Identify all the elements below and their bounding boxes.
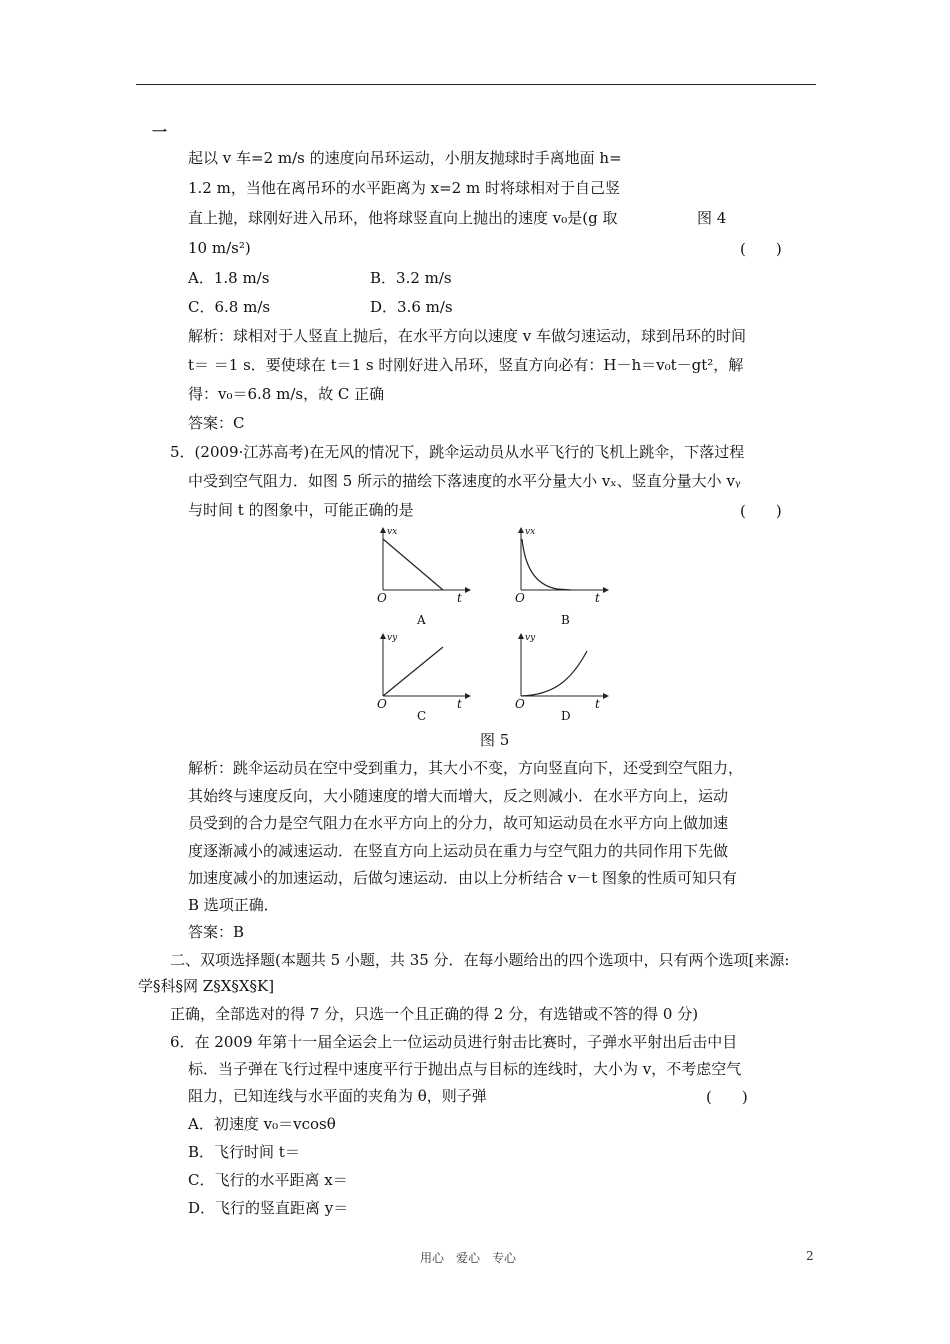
q4-option-c: C．6.8 m/s [188,298,271,316]
graph-b-caption: B [561,613,570,627]
graph-c-curve [383,647,443,696]
q5-line-3: 与时间 t 的图象中，可能正确的是 [188,501,414,519]
q5-analysis-5: 加速度减小的加速运动，后做匀速运动．由以上分析结合 v－t 图象的性质可知只有 [188,869,738,887]
q5-analysis-1: 解析：跳伞运动员在空中受到重力，其大小不变，方向竖直向下，还受到空气阻力， [188,759,744,777]
q5-line-2: 中受到空气阻力．如图 5 所示的描绘下落速度的水平分量大小 vₓ、竖直分量大小 vᵧ [188,472,741,490]
q4-line-1: 起以 v 车=2 m/s 的速度向吊环运动，小朋友抛球时手离地面 h= [188,149,622,167]
graph-b-curve [522,539,571,590]
header-dash: 一 [152,123,168,141]
graph-a-origin: O [377,591,387,605]
q4-line-3: 直上抛，球刚好进入吊环，他将球竖直向上抛出的速度 v₀是(g 取 [188,209,618,227]
graph-b-axis-label: vx [525,527,536,537]
q5-answer-blank: ( ) [740,502,782,520]
section2-line-1: 二、双项选择题(本题共 5 小题，共 35 分．在每小题给出的四个选项中，只有两个选项[来源: [170,951,790,969]
q4-analysis-2: t＝ ＝1 s．要使球在 t＝1 s 时刚好进入吊环，竖直方向必有：H－h＝v₀t－gt²，解 [188,356,744,374]
graph-d-axis-label: vy [525,633,536,643]
graph-d-t-label: t [595,697,600,711]
q6-option-c: C．飞行的水平距离 x＝ [188,1171,348,1189]
q6-line-2: 标．当子弹在飞行过程中速度平行于抛出点与目标的连线时，大小为 v，不考虑空气 [188,1060,742,1078]
page-number: 2 [806,1249,814,1263]
q6-option-d: D．飞行的竖直距离 y＝ [188,1199,349,1217]
graph-b-origin: O [515,591,525,605]
q4-figure-label: 图 4 [697,209,727,227]
graph-b-t-label: t [595,591,600,605]
page-footer: 用心 爱心 专心 [420,1251,517,1265]
q5-line-1: 5．(2009·江苏高考)在无风的情况下，跳伞运动员从水平飞行的飞机上跳伞，下落过程 [170,443,745,461]
q5-answer: 答案：B [188,923,245,941]
graph-d-curve [521,651,587,696]
graph-a-axis-label: vx [387,527,398,537]
q4-option-b: B．3.2 m/s [370,269,452,287]
graph-a-curve [383,539,443,590]
q5-analysis-6: B 选项正确． [188,896,279,914]
q6-option-b: B．飞行时间 t＝ [188,1143,300,1161]
q4-answer-blank: ( ) [740,240,782,258]
q4-line-2: 1.2 m，当他在离吊环的水平距离为 x=2 m 时将球相对于自己竖 [188,179,620,197]
graph-c-caption: C [417,709,427,723]
q6-line-3: 阻力，已知连线与水平面的夹角为 θ，则子弹 [188,1087,487,1105]
q5-analysis-2: 其始终与速度反向，大小随速度的增大而增大，反之则减小．在水平方向上，运动 [188,787,729,805]
q4-answer: 答案：C [188,414,245,432]
q6-answer-blank: ( ) [706,1088,748,1106]
graph-a [375,525,475,627]
graph-c-origin: O [377,697,387,711]
q4-line-4: 10 m/s²) [188,239,251,257]
graph-c-t-label: t [457,697,462,711]
q4-analysis-1: 解析：球相对于人竖直上抛后，在水平方向以速度 v 车做匀速运动，球到吊环的时间 [188,327,747,345]
graph-d-caption: D [561,709,571,723]
graph-b [513,525,613,627]
graph-d-origin: O [515,697,525,711]
graph-c-axis-label: vy [387,633,398,643]
graph-c [375,631,475,723]
q5-analysis-3: 员受到的合力是空气阻力在水平方向上的分力，故可知运动员在水平方向上做加速 [188,814,729,832]
q4-option-d: D．3.6 m/s [370,298,453,316]
section2-line-2: 学§科§网 Z§X§X§K] [138,977,275,995]
header-rule [136,84,816,85]
q5-analysis-4: 度逐渐减小的减速运动．在竖直方向上运动员在重力与空气阻力的共同作用下先做 [188,842,729,860]
graph-a-t-label: t [457,591,462,605]
section2-line-3: 正确，全部选对的得 7 分，只选一个且正确的得 2 分，有选错或不答的得 0 分) [170,1005,699,1023]
figure-5-caption: 图 5 [480,731,510,749]
q4-option-a: A．1.8 m/s [188,269,270,287]
q6-option-a: A．初速度 v₀＝vcosθ [188,1115,336,1133]
q4-analysis-3: 得：v₀＝6.8 m/s，故 C 正确 [188,385,385,403]
graph-d [513,631,613,723]
q6-line-1: 6．在 2009 年第十一届全运会上一位运动员进行射击比赛时，子弹水平射出后击中目 [170,1033,738,1051]
graph-a-caption: A [417,613,426,627]
